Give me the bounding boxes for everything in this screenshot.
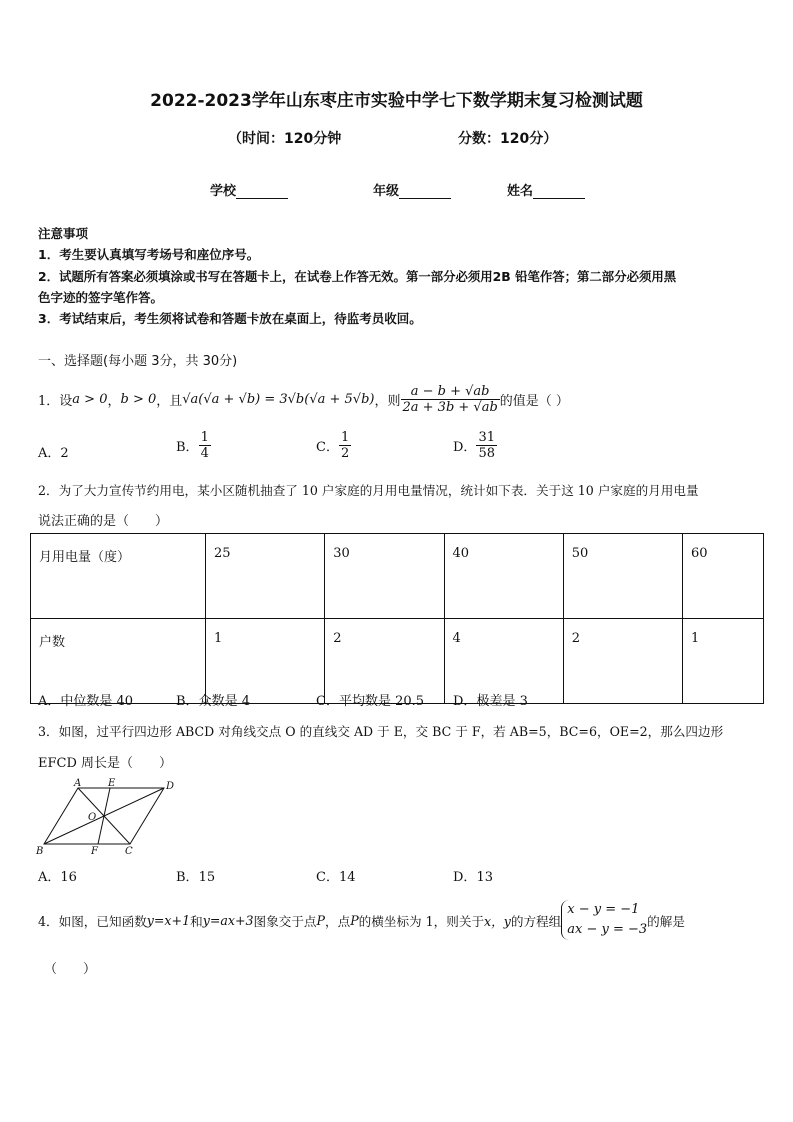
notice-item-2-cont: 色字迹的签字笔作答。 <box>38 290 164 305</box>
section-heading: 一、选择题(每小题 3分，共 30分) <box>38 354 238 369</box>
notice-item-2: 2．试题所有答案必须填涂或书写在答题卡上，在试卷上作答无效。第一部分必须用2B 铅笔作答；第二部分必须用黑 <box>38 269 677 284</box>
q1-suffix: 的值是（ ） <box>499 393 569 409</box>
option-label: D． <box>453 440 477 455</box>
grade-label: 年级 <box>373 184 400 199</box>
label-o: O <box>88 812 97 823</box>
q2-option-b: B．众数是 4 <box>176 694 250 709</box>
question-2-line-1: 2．为了大力宣传节约用电，某小区随机抽查了 10 户家庭的月用电量情况，统计如下表．关于这 10 户家庭的月用电量 <box>38 483 699 498</box>
q4-answer-paren: （ ） <box>44 962 97 977</box>
option-fraction: $\frac{1}{4}$ <box>200 430 209 461</box>
q2-option-a: A．中位数是 40 <box>38 694 134 709</box>
question-3-line-2: EFCD 周长是（ ） <box>38 756 173 771</box>
school-field <box>210 180 288 199</box>
table-row <box>31 534 764 619</box>
label-f: F <box>91 846 98 857</box>
notice-item-1: 1．考生要认真填写考场号和座位序号。 <box>38 247 260 262</box>
table-cell: 40 <box>444 534 563 619</box>
table-cell: 户数 <box>31 619 206 704</box>
table-cell: 60 <box>683 534 764 619</box>
q1-equation: √a(√a + √b) = 3√b(√a + 5√b) <box>182 391 375 407</box>
q4-function-1: y=x+1 <box>146 912 191 928</box>
q3-option-d: D．13 <box>453 870 493 885</box>
option-label: B． <box>176 440 199 455</box>
q1-condition-b: b > 0 <box>120 391 157 407</box>
q1-option-d <box>453 430 497 461</box>
q2-option-d: D．极差是 3 <box>453 694 528 709</box>
q1-fraction <box>401 384 500 415</box>
q4-equation-system: x − y = −1 ax − y = −3 <box>561 900 647 940</box>
q3-option-b: B．15 <box>176 870 216 885</box>
school-blank <box>236 184 288 199</box>
q1-option-c <box>316 430 351 461</box>
q1-then: ，则 <box>374 393 401 409</box>
school-label: 学校 <box>210 184 237 199</box>
table-cell: 50 <box>563 534 682 619</box>
table-cell: 2 <box>325 619 444 704</box>
usage-table <box>30 533 764 704</box>
q2-option-c: C．平均数是 20.5 <box>316 694 425 709</box>
name-field <box>507 180 585 199</box>
option-label: A． <box>38 446 61 461</box>
q1-condition-a: a > 0 <box>72 391 108 407</box>
notice-item-3: 3．考试结束后，考生须将试卷和答题卡放在桌面上，待监考员收回。 <box>38 311 422 326</box>
option-label: C． <box>316 440 339 455</box>
question-4: 4．如图，已知函数 y=x+1 和 y=ax+3 图象交于点 P ，点 P 的横坐标为 1，则关于 x，y 的方程组 x − y = −1 ax − y = −3 的解是 <box>38 897 685 943</box>
label-a: A <box>74 778 82 789</box>
grade-blank <box>399 184 451 199</box>
question-2-line-2: 说法正确的是（ ） <box>38 514 169 529</box>
option-fraction: $\frac{1}{2}$ <box>340 430 350 461</box>
table-cell: 4 <box>444 619 563 704</box>
grade-field <box>373 180 451 199</box>
question-3-line-1: 3．如图，过平行四边形 ABCD 对角线交点 O 的直线交 AD 于 E，交 BC 于 F，若 AB=5，BC=6，OE=2，那么四边形 <box>38 724 724 739</box>
exam-score: 分数：120分） <box>458 131 558 147</box>
exam-time: （时间：120分钟 <box>228 131 342 147</box>
name-label: 姓名 <box>507 184 534 199</box>
notice-heading: 注意事项 <box>38 226 89 241</box>
question-1 <box>38 378 569 420</box>
label-b: B <box>36 846 44 857</box>
label-c: C <box>125 846 133 857</box>
q1-and: ，且 <box>156 393 183 409</box>
table-cell: 25 <box>206 534 325 619</box>
q3-option-a: A．16 <box>38 870 77 885</box>
q1-denominator: 2a + 3b + √ab <box>402 399 498 415</box>
option-text: 2 <box>60 446 69 461</box>
q1-option-b <box>176 430 211 461</box>
q1-numerator: a − b + √ab <box>401 384 500 400</box>
option-fraction: $\frac{31}{58}$ <box>478 430 495 461</box>
q1-prefix: 1．设 <box>38 393 73 409</box>
parallelogram-figure <box>30 776 190 858</box>
q3-option-c: C．14 <box>316 870 356 885</box>
table-cell: 30 <box>325 534 444 619</box>
name-blank <box>533 184 585 199</box>
q4-function-2: y=ax+3 <box>202 912 254 928</box>
label-e: E <box>108 778 116 789</box>
page-title: 2022-2023学年山东枣庄市实验中学七下数学期末复习检测试题 <box>150 91 643 111</box>
q1-separator: ， <box>107 393 121 409</box>
table-cell: 1 <box>206 619 325 704</box>
label-d: D <box>166 781 175 792</box>
segment-ef <box>98 788 110 844</box>
table-cell: 月用电量（度） <box>31 534 206 619</box>
table-cell: 1 <box>683 619 764 704</box>
q1-option-a <box>38 442 69 461</box>
table-cell: 2 <box>563 619 682 704</box>
